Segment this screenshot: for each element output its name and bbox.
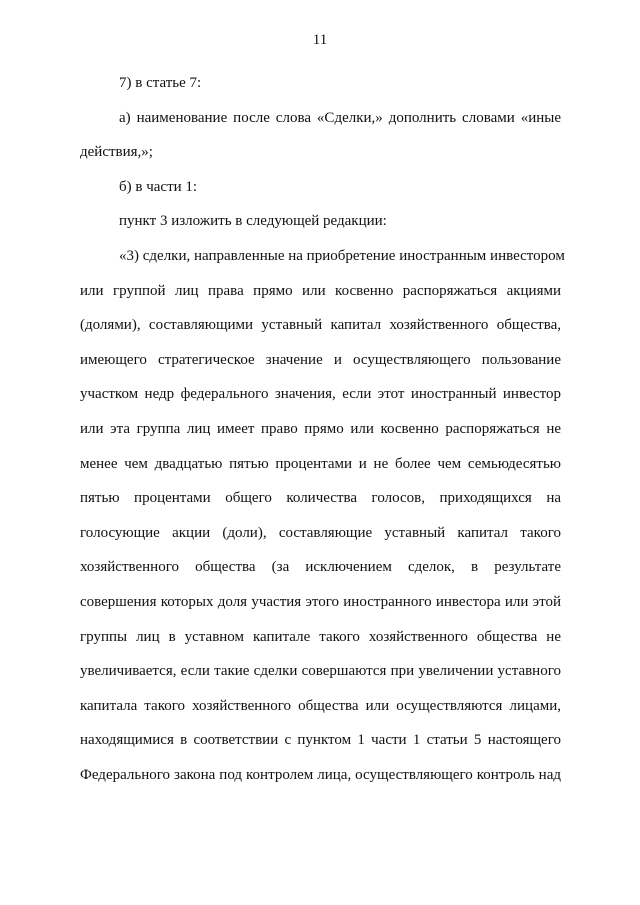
text-line: а) наименование после слова «Сделки,» дополнить словами «иные xyxy=(119,109,561,126)
text-line: действия,»; xyxy=(80,144,153,161)
text-line: капитала такого хозяйственного общества или осуществляются лицами, xyxy=(80,697,561,714)
text-line: или эта группа лиц имеет право прямо или косвенно распоряжаться не xyxy=(80,420,561,437)
document-body xyxy=(80,66,565,792)
text-line: Федерального закона под контролем лица, осуществляющего контроль над xyxy=(80,766,561,783)
text-line: или группой лиц права прямо или косвенно распоряжаться акциями xyxy=(80,282,561,299)
text-line: «3) сделки, направленные на приобретение иностранным инвестором xyxy=(119,247,565,264)
text-line: хозяйственного общества (за исключением сделок, в результате xyxy=(80,559,561,576)
text-line: б) в части 1: xyxy=(119,178,198,195)
text-line: голосующие акции (доли), составляющие уставный капитал такого xyxy=(80,524,561,541)
text-line: имеющего стратегическое значение и осуществляющего пользование xyxy=(80,351,561,368)
text-line: пункт 3 изложить в следующей редакции: xyxy=(119,213,387,230)
text-line: (долями), составляющими уставный капитал хозяйственного общества, xyxy=(80,317,561,334)
page-number: 11 xyxy=(312,32,328,48)
text-line: участком недр федерального значения, если этот иностранный инвестор xyxy=(80,386,561,403)
text-line: менее чем двадцатью пятью процентами и не более чем семьюдесятью xyxy=(80,455,561,472)
text-line: пятью процентами общего количества голосов, приходящихся на xyxy=(80,490,561,507)
text-line: совершения которых доля участия этого иностранного инвестора или этой xyxy=(80,593,561,610)
text-line: увеличивается, если такие сделки совершаются при увеличении уставного xyxy=(80,663,561,680)
text-line: группы лиц в уставном капитале такого хозяйственного общества не xyxy=(80,628,561,645)
text-line: 7) в статье 7: xyxy=(119,75,202,91)
text-line: находящимися в соответствии с пунктом 1 части 1 статьи 5 настоящего xyxy=(80,732,561,749)
